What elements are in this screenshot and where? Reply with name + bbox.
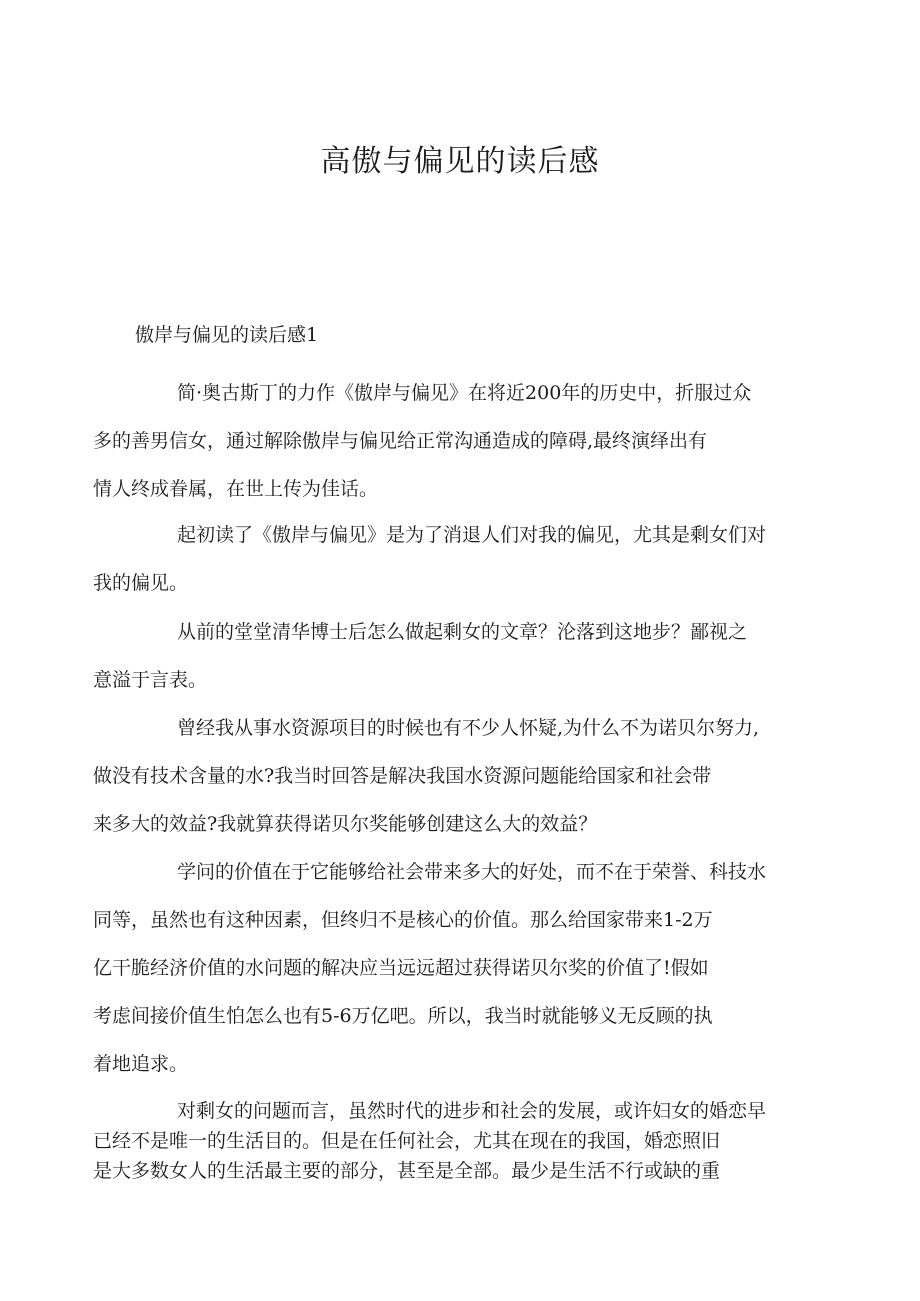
paragraph-line: 同等，虽然也有这种因素，但终归不是核心的价值。那么给国家带来1-2万 xyxy=(93,909,713,931)
section-subtitle: 傲岸与偏见的读后感1 xyxy=(135,324,319,346)
paragraph-line: 考虑间接价值生怕怎么也有5-6万亿吧。所以，我当时就能够义无反顾的执 xyxy=(93,1005,713,1027)
paragraph-line: 多的善男信女，通过解除傲岸与偏见给正常沟通造成的障碍,最终演绎出有 xyxy=(93,430,708,452)
paragraph-line: 亿干脆经济价值的水问题的解决应当远远超过获得诺贝尔奖的价值了!假如 xyxy=(93,957,709,979)
paragraph-4 xyxy=(93,704,790,848)
paragraph-line: 我的偏见。 xyxy=(93,572,189,594)
paragraph-line: 曾经我从事水资源项目的时候也有不少人怀疑,为什么不为诺贝尔努力, xyxy=(177,717,760,739)
paragraph-line: 做没有技术含量的水?我当时回答是解决我国水资源问题能给国家和社会带 xyxy=(93,765,712,787)
paragraph-line: 学问的价值在于它能够给社会带来多大的好处，而不在于荣誉、科技水 xyxy=(177,861,767,883)
paragraph-line: 对剩女的问题而言，虽然时代的进步和社会的发展，或许妇女的婚恋早 xyxy=(177,1100,767,1122)
paragraph-2 xyxy=(93,511,790,607)
document-title: 高傲与偏见的读后感 xyxy=(320,144,600,179)
paragraph-line: 简·奥古斯丁的力作《傲岸与偏见》在将近200年的历史中，折服过众 xyxy=(177,382,752,404)
paragraph-line: 意溢于言表。 xyxy=(93,669,208,691)
paragraph-line: 着地追求。 xyxy=(93,1053,189,1075)
paragraph-line: 从前的堂堂清华博士后怎么做起剩女的文章？沦落到这地步？鄙视之 xyxy=(177,621,748,643)
paragraph-3 xyxy=(93,608,790,704)
paragraph-6 xyxy=(93,1096,790,1186)
paragraph-line: 起初读了《傲岸与偏见》是为了消退人们对我的偏见，尤其是剩女们对 xyxy=(177,524,767,546)
paragraph-line: 情人终成眷属，在世上传为佳话。 xyxy=(93,478,379,500)
paragraph-1 xyxy=(93,369,790,513)
paragraph-5 xyxy=(93,848,790,1088)
paragraph-line: 是大多数女人的生活最主要的部分，甚至是全部。最少是生活不行或缺的重 xyxy=(93,1160,721,1182)
paragraph-line: 已经不是唯一的生活目的。但是在任何社会，尤其在现在的我国，婚恋照旧 xyxy=(93,1130,721,1152)
paragraph-line: 来多大的效益?我就算获得诺贝尔奖能够创建这么大的效益？ xyxy=(93,813,598,835)
